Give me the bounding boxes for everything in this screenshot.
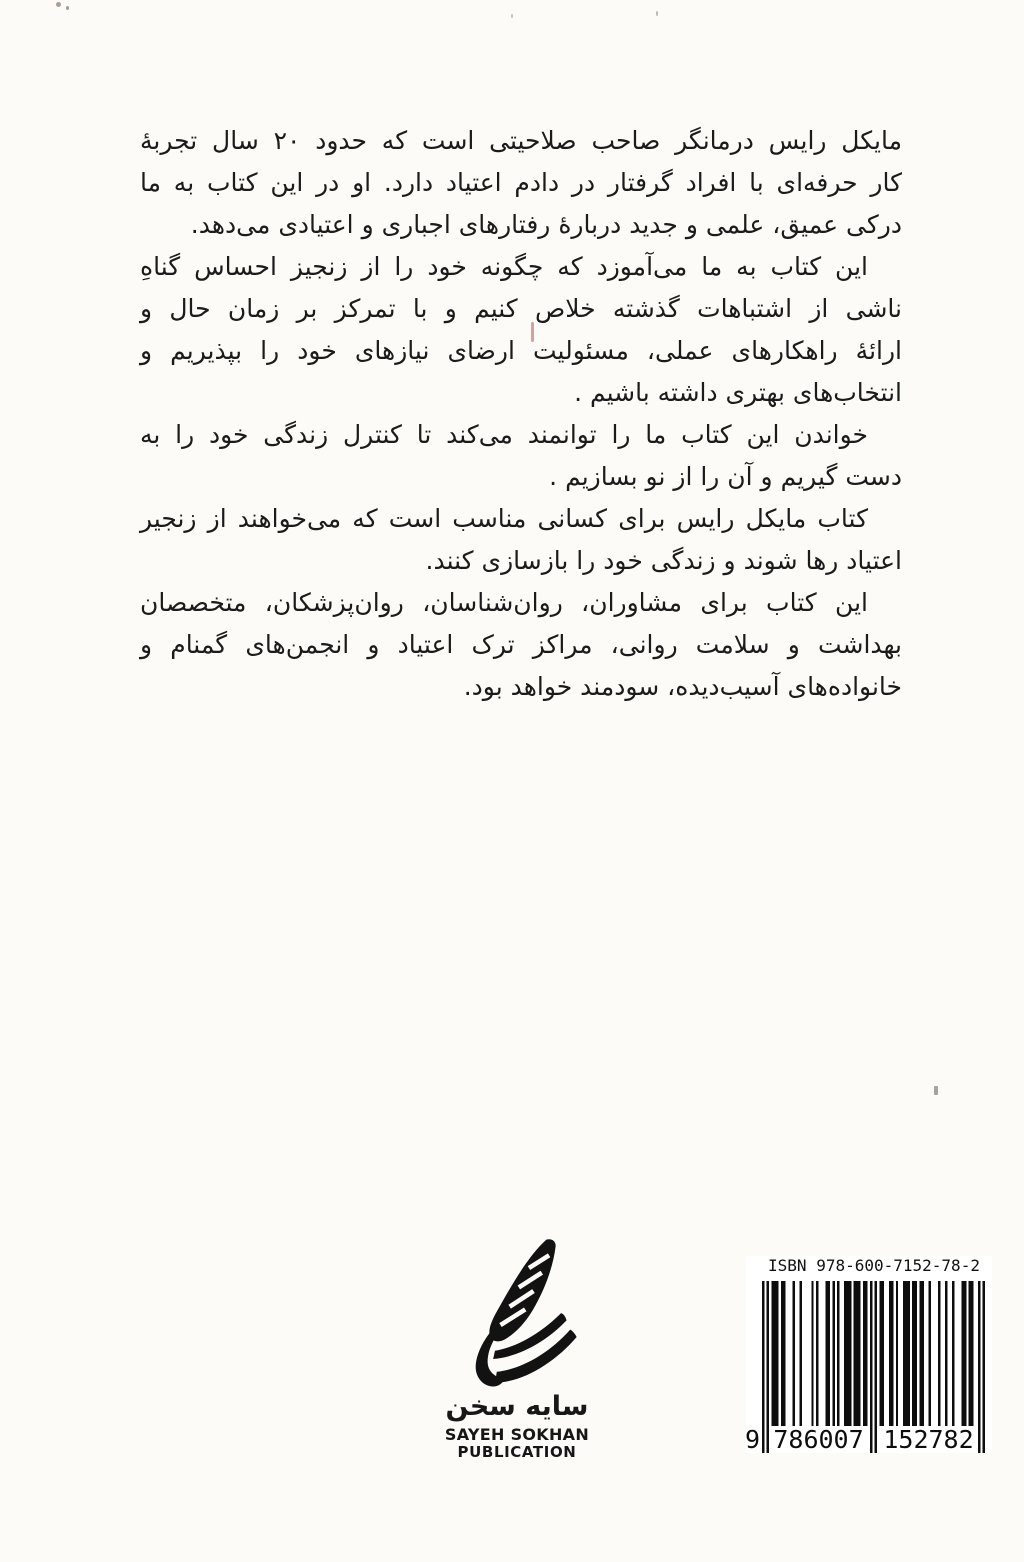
isbn-text: ISBN 978-600-7152-78-2	[768, 1256, 980, 1275]
blurb-line: اعتیاد رها شوند و زندگی خود را بازسازی کنند.	[425, 546, 902, 575]
scan-speck	[511, 14, 513, 18]
blurb-line: کتاب مایکل رایس برای کسانی مناسب است که می‌خواهند از زنجیر	[140, 504, 868, 533]
scan-speck	[56, 2, 61, 7]
publisher-type-label: PUBLICATION	[457, 1443, 577, 1461]
blurb-line: این کتاب به ما می‌آموزد که چگونه خود را از زنجیز احساس گناهِ	[140, 252, 868, 281]
blurb-text	[140, 120, 902, 708]
scan-speck	[656, 11, 658, 16]
scan-mark	[934, 1086, 938, 1095]
scan-speck	[66, 6, 69, 10]
barcode-digit-group: 786007	[769, 1426, 868, 1453]
barcode-digit-group: 9	[744, 1425, 761, 1454]
blurb-line: ناشی از اشتباهات گذشته خلاص کنیم و با تمرکز بر زمان حال و	[140, 294, 902, 323]
blurb-line: کار حرفه‌ای با افراد گرفتار در دادم اعتیاد دارد. او در این کتاب به ما	[140, 168, 902, 197]
blurb-line: مایکل رایس درمانگر صاحب صلاحیتی است که حدود ۲۰ سال تجربهٔ	[140, 126, 903, 155]
blurb-line: دست گیریم و آن را از نو بسازیم .	[549, 462, 902, 491]
publisher-name-latin: SAYEH SOKHAN	[444, 1425, 590, 1444]
publisher-logo	[437, 1236, 597, 1461]
blurb-line: خواندن این کتاب ما را توانمند می‌کند تا کنترل زندگی خود را به	[140, 420, 868, 449]
blurb-line: بهداشت و سلامت روانی، مراکز ترک اعتیاد و انجمن‌های گمنام و	[140, 630, 902, 659]
quill-feather-icon	[442, 1236, 592, 1392]
publisher-name-farsi: سایه سخن	[445, 1391, 589, 1422]
blurb-line: خانواده‌های آسیب‌دیده، سودمند خواهد بود.	[463, 672, 902, 701]
isbn-barcode	[746, 1256, 992, 1453]
blurb-line: این کتاب برای مشاوران، روان‌شناسان، روان‌پزشکان، متخصصان	[140, 588, 868, 617]
barcode-digit-group: 152782	[879, 1426, 978, 1453]
blurb-line: انتخاب‌های بهتری داشته باشیم .	[574, 378, 902, 407]
blurb-line: ارائهٔ راهکارهای عملی، مسئولیت ارضای نیازهای خود را بپذیریم و	[140, 336, 902, 365]
barcode-bars-area	[744, 1281, 985, 1454]
blurb-line: درکی عمیق، علمی و جدید دربارهٔ رفتارهای اجباری و اعتیادی می‌دهد.	[190, 210, 902, 239]
